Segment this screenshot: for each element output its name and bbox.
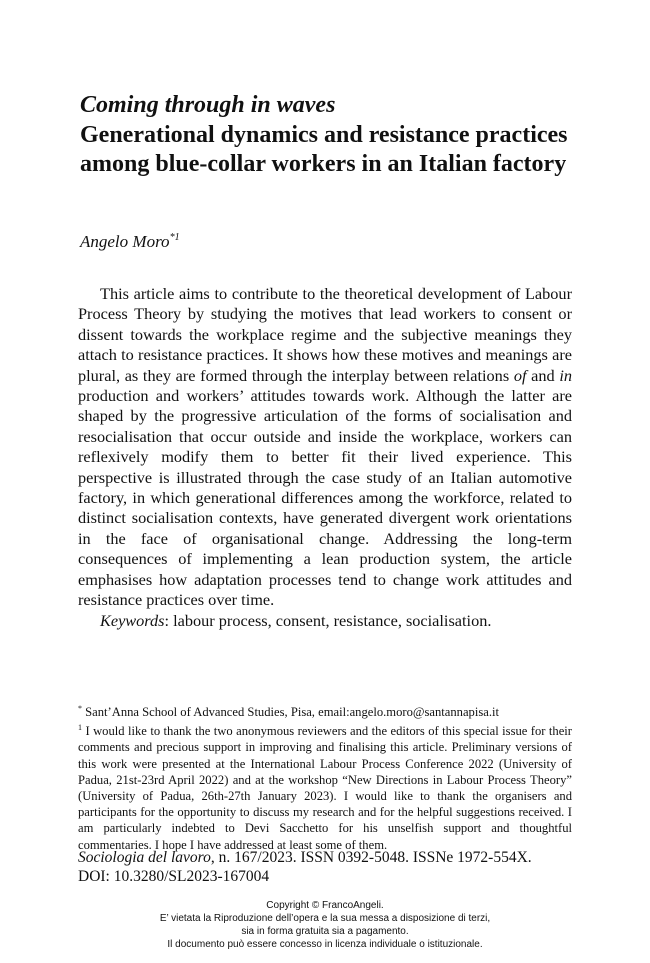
- copyright-notice: [0, 899, 650, 951]
- article-title: Generational dynamics and resistance practices among blue-collar workers in an Italian factory: [80, 122, 568, 177]
- author-footnote-marks: *1: [169, 232, 180, 243]
- journal-citation: [78, 849, 572, 886]
- abstract-paragraph: [78, 284, 572, 611]
- footnote-affiliation-text: Sant’Anna School of Advanced Studies, Pisa, email:angelo.moro@santannapisa.it: [82, 705, 499, 719]
- copyright-line-3: sia in forma gratuita sia a pagamento.: [241, 926, 409, 937]
- journal-line: [78, 849, 572, 868]
- title-italic-line: Coming through in waves: [80, 92, 336, 118]
- journal-name: Sociologia del lavoro: [78, 849, 211, 866]
- doi: DOI: 10.3280/SL2023-167004: [78, 867, 270, 885]
- copyright-line-2: E’ vietata la Riproduzione dell’opera e la sua messa a disposizione di terzi,: [159, 913, 491, 924]
- footnotes: [78, 701, 572, 853]
- copyright-line-1: Copyright © FrancoAngeli.: [266, 900, 384, 911]
- abstract-emphasis-of: of: [513, 365, 527, 385]
- footnote-acknowledgements-text: I would like to thank the two anonymous reviewers and the editors of this special issue for their comments and precious support in improving and finalising this article. Preliminary versions of this work were presented at the International Labour Process Conference 2022 (University of Padua, 21st-23rd April 2022) and at the workshop “New Directions in Labour Process Theory” (University of Padua, 26th-27th January 2023). I would like to thank the organisers and participants for the opportunity to discuss my research and for the helpful suggestions received. I am particularly indebted to Devi Sacchetto for his unselfish support and thoughtful commentaries. I hope I have addressed at least some of them.: [78, 724, 572, 852]
- abstract-emphasis-in: in: [559, 365, 572, 385]
- footnote-acknowledgements: [78, 720, 572, 853]
- footnote-star-mark: *: [78, 704, 82, 713]
- keywords: [78, 611, 572, 631]
- footnote-one-mark: 1: [78, 723, 82, 733]
- journal-details: , n. 167/2023. ISSN 0392-5048. ISSNe 1972-554X.: [210, 849, 532, 866]
- copyright-line-4: Il documento può essere concesso in licenza individuale o istituzionale.: [167, 939, 483, 950]
- author-name: Angelo Moro: [80, 232, 170, 251]
- abstract-text-and: and: [526, 365, 560, 385]
- abstract-text-part2: production and workers’ attitudes towards work. Although the latter are shaped by the progressive articulation of the forms of socialisation and resocialisation that occur outside and inside the workplace, workers can reflexively modify them to better fit their lived experience. This perspective is illustrated through the case study of an Italian automotive factory, in which generational differences among the workforce, related to distinct socialisation contexts, have generated divergent work orientations in the face of organisational change. Addressing the long-term consequences of implementing a lean production system, the article emphasises how adaptation processes tend to change work attitudes and resistance practices over time.: [78, 386, 572, 610]
- footnote-affiliation: [78, 701, 572, 720]
- keywords-list: : labour process, consent, resistance, socialisation.: [164, 610, 492, 630]
- abstract: [78, 284, 572, 631]
- keywords-label: Keywords: [100, 610, 165, 630]
- abstract-text-part1: This article aims to contribute to the theoretical development of Labour Process Theory by studying the motives that lead workers to consent or dissent towards the workplace regime and the subjective meanings they attach to resistance practices. It shows how these motives and meanings are plural, as they are formed through the interplay between relations: [78, 284, 572, 385]
- author-line: [80, 232, 180, 252]
